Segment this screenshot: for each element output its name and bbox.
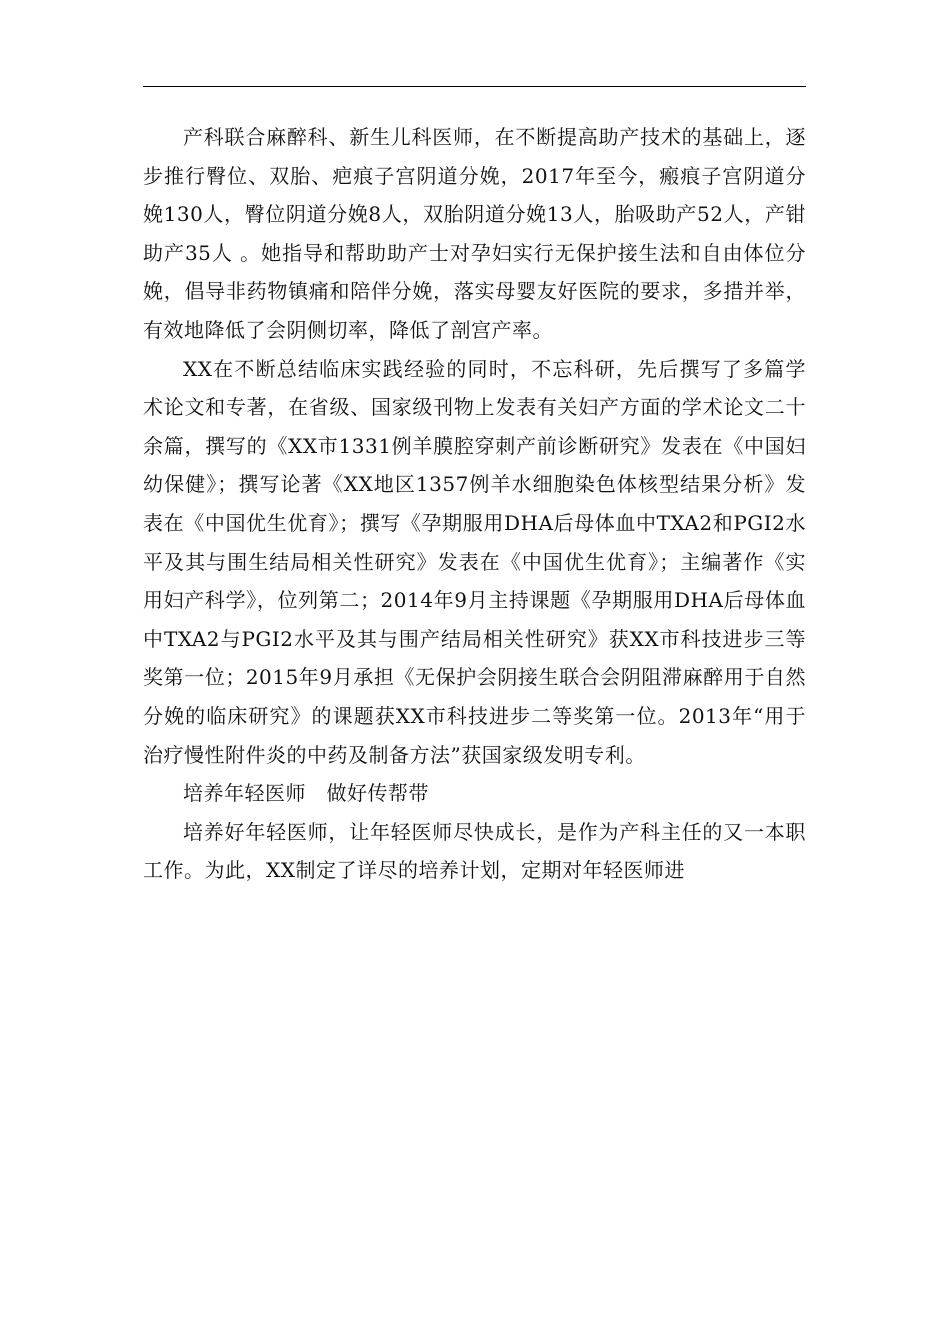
header-rule bbox=[143, 86, 806, 87]
paragraph-research-publications: XX在不断总结临床实践经验的同时，不忘科研，先后撰写了多篇学术论文和专著，在省级、国家级刊物上发表有关妇产方面的学术论文二十余篇，撰写的《XX市1331例羊膜腔穿刺产前诊断研究》发表在《中国妇幼保健》；撰写论著《XX地区1357例羊水细胞染色体核型结果分析》发表在《中国优生优育》；撰写《孕期服用DHA后母体血中TXA2和PGI2水平及其与围生结局相关性研究》发表在《中国优生优育》；主编著作《实用妇产科学》，位列第二；2014年9月主持课题《孕期服用DHA后母体血中TXA2与PGI2水平及其与围产结局相关性研究》获XX市科技进步三等奖第一位；2015年9月承担《无保护会阴接生联合会阴阻滞麻醉用于自然分娩的临床研究》的课题获XX市科技进步二等奖第一位。2013年“用于治疗慢性附件炎的中药及制备方法”获国家级发明专利。 bbox=[143, 356, 806, 767]
section-heading-mentoring: 培养年轻医师 做好传帮带 bbox=[183, 781, 429, 806]
document-body bbox=[143, 118, 806, 890]
paragraph-delivery-techniques: 产科联合麻醉科、新生儿科医师，在不断提高助产技术的基础上，逐步推行臀位、双胎、疤痕子宫阴道分娩，2017年至今，瘢痕子宫阴道分娩130人，臀位阴道分娩8人，双胎阴道分娩13人，胎吸助产52人，产钳助产35人 。她指导和帮助助产士对孕妇实行无保护接生法和自由体位分娩，倡导非药物镇痛和陪伴分娩，落实母婴友好医院的要求，多措并举，有效地降低了会阴侧切率，降低了剖宫产率。 bbox=[143, 125, 806, 342]
paragraph-mentoring: 培养好年轻医师，让年轻医师尽快成长，是作为产科主任的又一本职工作。为此，XX制定了详尽的培养计划，定期对年轻医师进 bbox=[143, 819, 806, 883]
